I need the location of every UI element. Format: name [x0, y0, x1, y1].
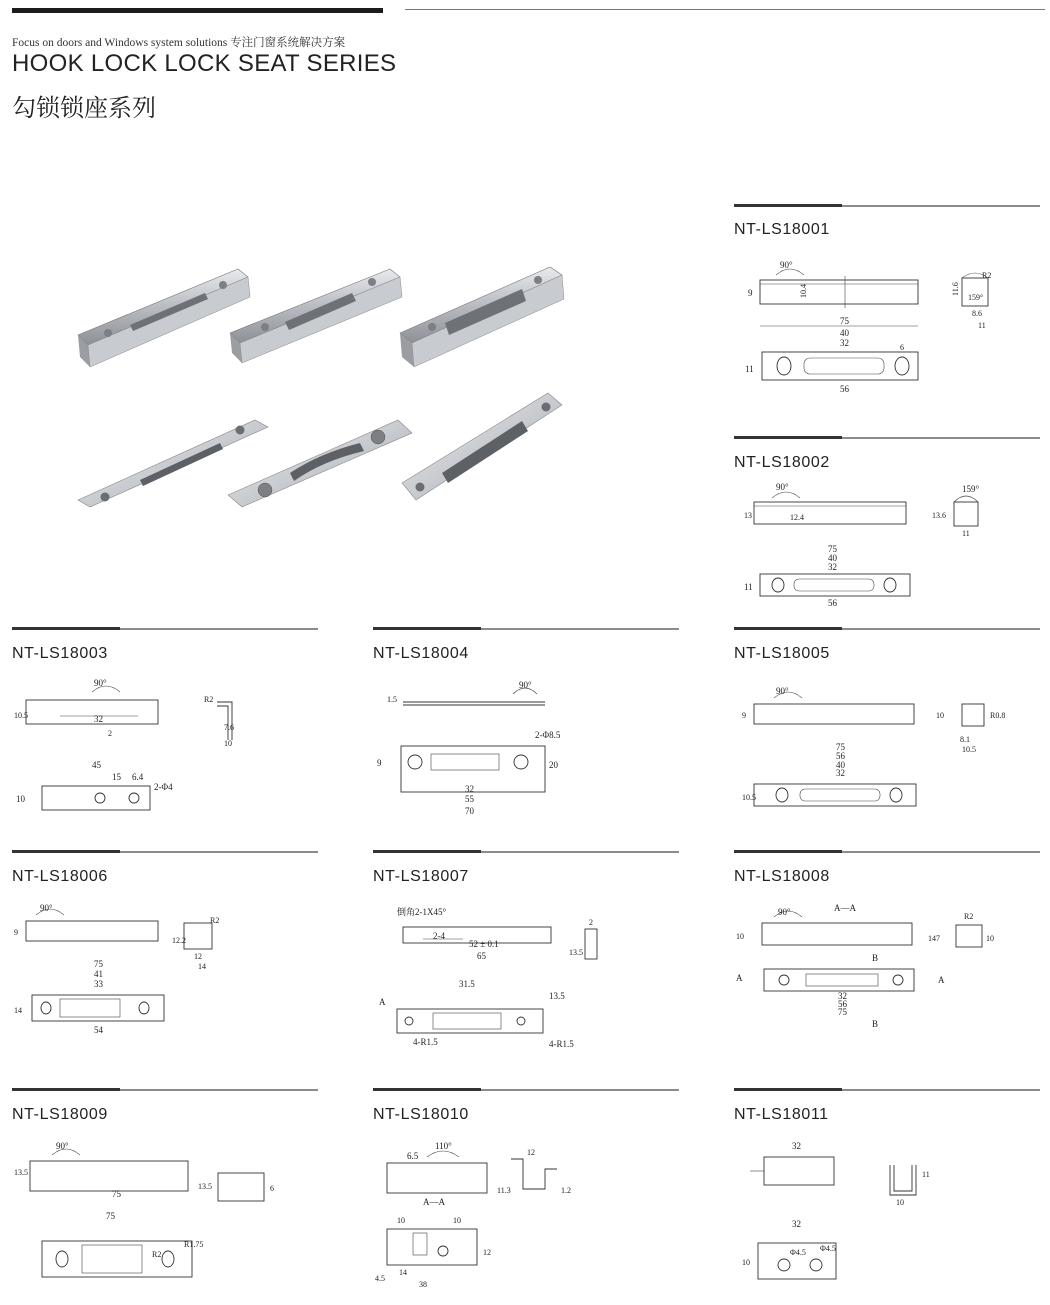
tagline: Focus on doors and Windows system solutions 专注门窗系统解决方案 — [12, 37, 346, 49]
dim-label: R1.75 — [184, 1240, 204, 1249]
dim-label: 12.4 — [790, 513, 804, 522]
dim-label: 75 — [106, 1211, 115, 1221]
angle-label: 90° — [519, 680, 532, 690]
drawing-nt-ls18004 — [373, 672, 673, 822]
dim-label: R2 — [982, 271, 992, 280]
dim-label: R2 — [204, 695, 214, 704]
section-rule — [734, 437, 1040, 439]
angle-label: 159° — [962, 484, 980, 494]
dim-label: 10 — [936, 711, 944, 720]
product-code: NT-LS18009 — [12, 1106, 108, 1123]
dim-label: 14 — [198, 962, 206, 971]
dim-label: 13.5 — [14, 1168, 28, 1177]
dim-label: 10 — [224, 739, 232, 748]
dim-label: R2 — [964, 912, 974, 921]
angle-label: 90° — [780, 260, 793, 270]
dim-label: 2 — [589, 918, 593, 927]
dim-label: 55 — [465, 794, 474, 804]
product-code: NT-LS18005 — [734, 645, 830, 662]
section-rule — [734, 1089, 1040, 1091]
dim-label: 10 — [986, 934, 994, 943]
section-rule — [373, 628, 679, 630]
dim-label: 6.5 — [407, 1151, 419, 1161]
dim-label: 40 — [840, 328, 849, 338]
dim-label: 9 — [377, 758, 382, 768]
dim-label: 38 — [419, 1280, 427, 1289]
dim-label: 32 — [838, 991, 847, 1001]
dim-label: 8.1 — [960, 735, 970, 744]
dim-label: 10 — [397, 1216, 405, 1225]
dim-label: 75 — [112, 1189, 121, 1199]
product-code: NT-LS18010 — [373, 1106, 469, 1123]
angle-label: 90° — [776, 686, 789, 696]
drawing-nt-ls18010 — [373, 1133, 673, 1298]
section-rule — [734, 628, 1040, 630]
dim-label: 32 — [465, 784, 474, 794]
dim-label: 11.6 — [951, 282, 960, 296]
dim-label: R2 — [210, 916, 220, 925]
dim-label: A — [736, 973, 743, 983]
dim-label: 12 — [527, 1148, 535, 1157]
flat-plate-2 — [228, 420, 412, 507]
product-photo — [60, 255, 580, 525]
dim-label: 65 — [477, 951, 486, 961]
dim-label: 32 — [840, 338, 849, 348]
dim-label: 倒角2-1X45° — [397, 907, 447, 917]
dim-label: 4-R1.5 — [413, 1037, 438, 1047]
dim-label: 75 — [840, 316, 849, 326]
dim-label: 11.3 — [497, 1186, 511, 1195]
angle-label: 90° — [94, 678, 107, 688]
angle-label: 90° — [40, 903, 53, 913]
dim-label: B — [872, 1019, 879, 1029]
drawing-nt-ls18005 — [740, 672, 1040, 822]
dim-label: 9 — [742, 711, 746, 720]
drawing-nt-ls18011 — [740, 1133, 1040, 1293]
header-bar — [12, 8, 383, 13]
drawing-nt-ls18003 — [12, 672, 312, 822]
dim-label: 56 — [838, 999, 847, 1009]
dim-label: 75 — [94, 959, 103, 969]
dim-label: 12.2 — [172, 936, 186, 945]
dim-label: B — [872, 953, 879, 963]
dim-label: 2-4 — [433, 931, 445, 941]
dim-label: 31.5 — [459, 979, 475, 989]
dim-label: 10.5 — [14, 711, 28, 720]
dim-label: 32 — [836, 768, 845, 778]
dim-label: 159° — [968, 293, 984, 302]
dim-label: Φ4.5 — [790, 1248, 806, 1257]
dim-label: 45 — [92, 760, 101, 770]
section-rule — [734, 205, 1040, 207]
dim-label: R2 — [152, 1250, 162, 1259]
dim-label: R0.8 — [990, 711, 1006, 720]
dim-label: 41 — [94, 969, 103, 979]
section-rule — [12, 1089, 318, 1091]
section-rule — [12, 851, 318, 853]
dim-label: 56 — [828, 598, 837, 608]
angle-label: 90° — [778, 907, 791, 917]
dim-label: 9 — [14, 928, 18, 937]
dim-label: 13.5 — [549, 991, 565, 1001]
dim-label: 4-R1.5 — [549, 1039, 574, 1049]
drawing-nt-ls18008 — [734, 895, 1040, 1045]
drawing-nt-ls18006 — [12, 895, 312, 1045]
dim-label: 11 — [922, 1170, 930, 1179]
section-rule — [373, 851, 679, 853]
dim-label: 13.5 — [569, 948, 583, 957]
dim-label: 4.5 — [375, 1274, 385, 1283]
dim-label: 10.5 — [962, 745, 976, 754]
dim-label: 33 — [94, 979, 103, 989]
dim-label: A — [379, 997, 386, 1007]
header-rule — [405, 9, 1045, 10]
dim-label: 40 — [828, 553, 837, 563]
dim-label: 32 — [792, 1141, 801, 1151]
dim-label: 1.5 — [387, 695, 397, 704]
section-rule — [373, 1089, 679, 1091]
dim-label: 10 — [736, 932, 744, 941]
section-rule — [734, 851, 1040, 853]
channel-plate-3 — [400, 267, 564, 367]
dim-label: 8.6 — [972, 309, 982, 318]
dim-label: 12 — [194, 952, 202, 961]
drawing-nt-ls18007 — [373, 895, 673, 1065]
product-code: NT-LS18006 — [12, 868, 108, 885]
product-code: NT-LS18003 — [12, 645, 108, 662]
angle-label: 90° — [776, 482, 789, 492]
dim-label: A—A — [834, 903, 856, 913]
dim-label: 75 — [838, 1007, 847, 1017]
dim-label: 40 — [836, 760, 845, 770]
dim-label: 7.6 — [224, 723, 234, 732]
dim-label: 1.2 — [561, 1186, 571, 1195]
dim-label: 32 — [792, 1219, 801, 1229]
dim-label: 6.4 — [132, 772, 144, 782]
page-title-chinese: 勾锁锁座系列 — [12, 94, 156, 122]
dim-label: 70 — [465, 806, 474, 816]
dim-label: 10.4 — [799, 284, 808, 298]
dim-label: 11 — [745, 364, 754, 374]
dim-label: 20 — [549, 760, 558, 770]
dim-label: 11 — [962, 529, 970, 538]
drawing-nt-ls18009 — [12, 1133, 312, 1298]
product-code: NT-LS18002 — [734, 454, 830, 471]
dim-label: 13.6 — [932, 511, 946, 520]
dim-label: 6 — [900, 343, 904, 352]
dim-label: 52 ± 0.1 — [469, 939, 499, 949]
dim-label: 13.5 — [198, 1182, 212, 1191]
dim-label: 14 — [399, 1268, 407, 1277]
dim-label: 10 — [16, 794, 25, 804]
dim-label: 56 — [836, 751, 845, 761]
dim-label: 2 — [108, 729, 112, 738]
dim-label: 75 — [836, 742, 845, 752]
dim-label: 10 — [453, 1216, 461, 1225]
dim-label: 2-Φ8.5 — [535, 730, 561, 740]
dim-label: Φ4.5 — [820, 1244, 836, 1253]
page-title: HOOK LOCK LOCK SEAT SERIES — [12, 50, 397, 77]
channel-plate-2 — [230, 269, 402, 363]
dim-label: 10 — [742, 1258, 750, 1267]
dim-label: 11 — [744, 582, 753, 592]
section-rule — [12, 628, 318, 630]
dim-label: 11 — [978, 321, 986, 330]
dim-label: 15 — [112, 772, 121, 782]
dim-label: 6 — [270, 1184, 274, 1193]
channel-plate-1 — [78, 269, 250, 367]
dim-label: 56 — [840, 384, 849, 394]
dim-label: 14 — [14, 1006, 22, 1015]
product-code: NT-LS18004 — [373, 645, 469, 662]
dim-label: 10 — [896, 1198, 904, 1207]
dim-label: 10.5 — [742, 793, 756, 802]
product-code: NT-LS18001 — [734, 221, 830, 238]
product-code: NT-LS18011 — [734, 1106, 829, 1123]
angle-label: 90° — [56, 1141, 69, 1151]
dim-label: 32 — [828, 562, 837, 572]
product-code: NT-LS18008 — [734, 868, 830, 885]
dim-label: 12 — [483, 1248, 491, 1257]
dim-label: 2-Φ4 — [154, 782, 173, 792]
dim-label: 32 — [94, 714, 103, 724]
dim-label: 9 — [748, 288, 753, 298]
drawing-nt-ls18001 — [740, 250, 1040, 400]
dim-label: 54 — [94, 1025, 103, 1035]
product-code: NT-LS18007 — [373, 868, 469, 885]
dim-label: 75 — [828, 544, 837, 554]
drawing-nt-ls18002 — [740, 478, 1040, 608]
dim-label: 147 — [928, 934, 940, 943]
dim-label: 13 — [744, 511, 752, 520]
dim-label: A—A — [423, 1197, 445, 1207]
angle-label: 110° — [435, 1141, 452, 1151]
dim-label: A — [938, 975, 945, 985]
flat-plate-3 — [402, 393, 562, 500]
